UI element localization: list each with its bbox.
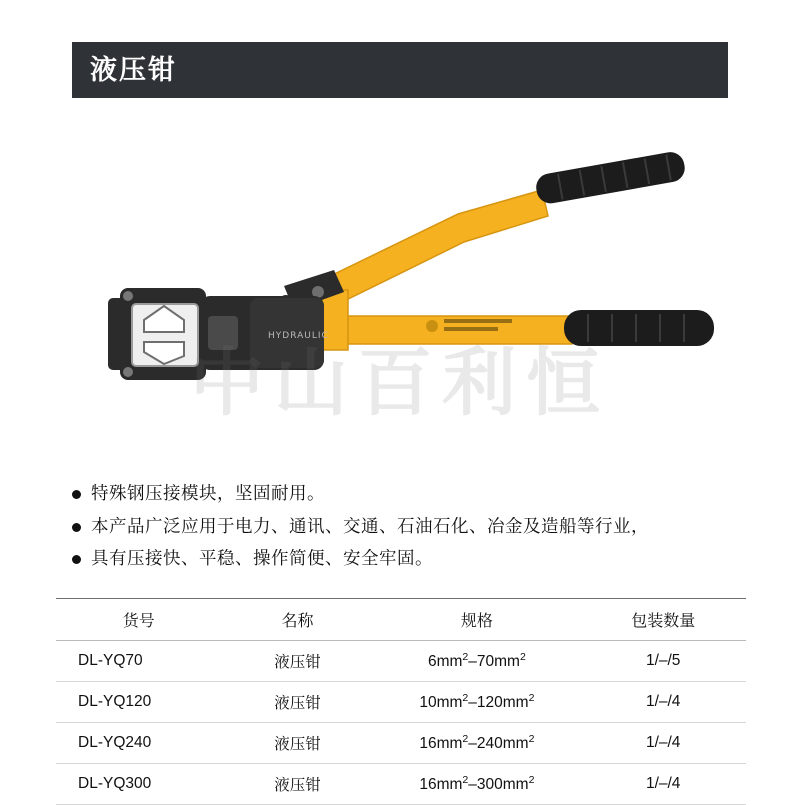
table-row bbox=[56, 764, 746, 805]
bullet-icon bbox=[72, 555, 81, 564]
cell-name: 液压钳 bbox=[222, 682, 374, 723]
cell-name: 液压钳 bbox=[222, 641, 374, 682]
list-item bbox=[72, 515, 732, 539]
list-item bbox=[72, 547, 732, 571]
cell-code: DL-YQ120 bbox=[56, 682, 222, 723]
column-header-spec: 规格 bbox=[373, 599, 580, 641]
page-header-band bbox=[72, 42, 728, 98]
upper-handle bbox=[298, 150, 687, 320]
table-header-row bbox=[56, 599, 746, 641]
spec-table bbox=[56, 598, 746, 805]
product-image bbox=[72, 120, 728, 460]
column-header-pack: 包装数量 bbox=[580, 599, 746, 641]
crimping-head bbox=[108, 288, 206, 380]
cell-spec: $6mm^2-70mm^2$ bbox=[373, 641, 580, 682]
feature-text: 本产品广泛应用于电力、通讯、交通、石油石化、冶金及造船等行业， bbox=[91, 515, 649, 536]
column-header-code: 货号 bbox=[56, 599, 222, 641]
cell-code: DL-YQ240 bbox=[56, 723, 222, 764]
feature-list bbox=[72, 482, 732, 580]
hydraulic-body bbox=[200, 296, 329, 370]
feature-text: 具有压接快、平稳、操作简便、安全牢固。 bbox=[91, 548, 433, 569]
table-row bbox=[56, 682, 746, 723]
watermark-text: 中山百利恒 bbox=[190, 340, 610, 426]
cell-code: DL-YQ70 bbox=[56, 641, 222, 682]
table-row bbox=[56, 723, 746, 764]
cell-name: 液压钳 bbox=[222, 764, 374, 805]
svg-text:HYDRAULIC: HYDRAULIC bbox=[268, 331, 329, 341]
cell-pack: 1/–/4 bbox=[580, 723, 746, 764]
cell-pack: 1/–/4 bbox=[580, 764, 746, 805]
hydraulic-crimping-tool-illustration bbox=[72, 120, 728, 460]
bullet-icon bbox=[72, 490, 81, 499]
lower-handle bbox=[310, 290, 714, 350]
cell-spec: $16mm^2-300mm^2$ bbox=[373, 764, 580, 805]
feature-text: 特殊钢压接模块，坚固耐用。 bbox=[91, 483, 325, 503]
table-row bbox=[56, 641, 746, 682]
cell-spec: $16mm^2-240mm^2$ bbox=[373, 723, 580, 764]
page-title: 液压钳 bbox=[90, 54, 177, 85]
column-header-name: 名称 bbox=[222, 599, 374, 641]
bullet-icon bbox=[72, 523, 81, 532]
cell-pack: 1/–/4 bbox=[580, 682, 746, 723]
cell-code: DL-YQ300 bbox=[56, 764, 222, 805]
cell-pack: 1/–/5 bbox=[580, 641, 746, 682]
list-item bbox=[72, 482, 732, 506]
cell-spec: $10mm^2-120mm^2$ bbox=[373, 682, 580, 723]
cell-name: 液压钳 bbox=[222, 723, 374, 764]
